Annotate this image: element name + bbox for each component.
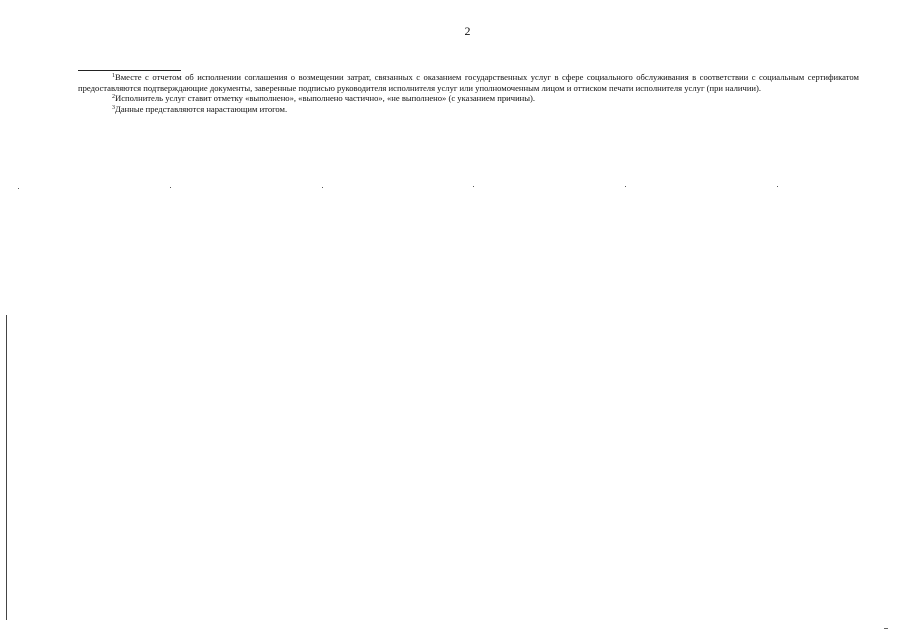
scan-speck	[473, 186, 474, 187]
scan-speck	[625, 186, 626, 187]
scan-speck	[170, 187, 171, 188]
footnote-separator	[78, 70, 181, 71]
scan-edge-line	[6, 315, 7, 620]
footnote-1	[78, 72, 859, 93]
footnote-2	[78, 93, 859, 104]
page-number: 2	[464, 24, 471, 38]
footnote-1-text: Вместе с отчетом об исполнении соглашения о возмещении затрат, связанных с оказанием государственных услуг в сфере социального обслуживания в соответствии с социальным сертификатом предоставляются подтверждающие документы, заверенные подписью руководителя исполнителя услуг или уполномоченным лицом и оттиском печати исполнителя услуг (при наличии).	[78, 72, 859, 93]
scan-speck	[18, 188, 19, 189]
footnote-2-mark: 2	[112, 94, 115, 100]
scan-speck	[777, 186, 778, 187]
footnote-2-text: Исполнитель услуг ставит отметку «выполнено», «выполнено частично», «не выполнено» (с указанием причины).	[115, 93, 536, 103]
footnotes	[78, 72, 859, 114]
footnote-3-mark: 3	[112, 104, 115, 111]
footnote-3-text: Данные представляются нарастающим итогом.	[115, 103, 288, 114]
scan-corner-mark	[884, 628, 888, 629]
footnote-1-mark: 1	[112, 73, 115, 79]
scan-speck	[322, 187, 323, 188]
footnote-3	[78, 104, 859, 115]
